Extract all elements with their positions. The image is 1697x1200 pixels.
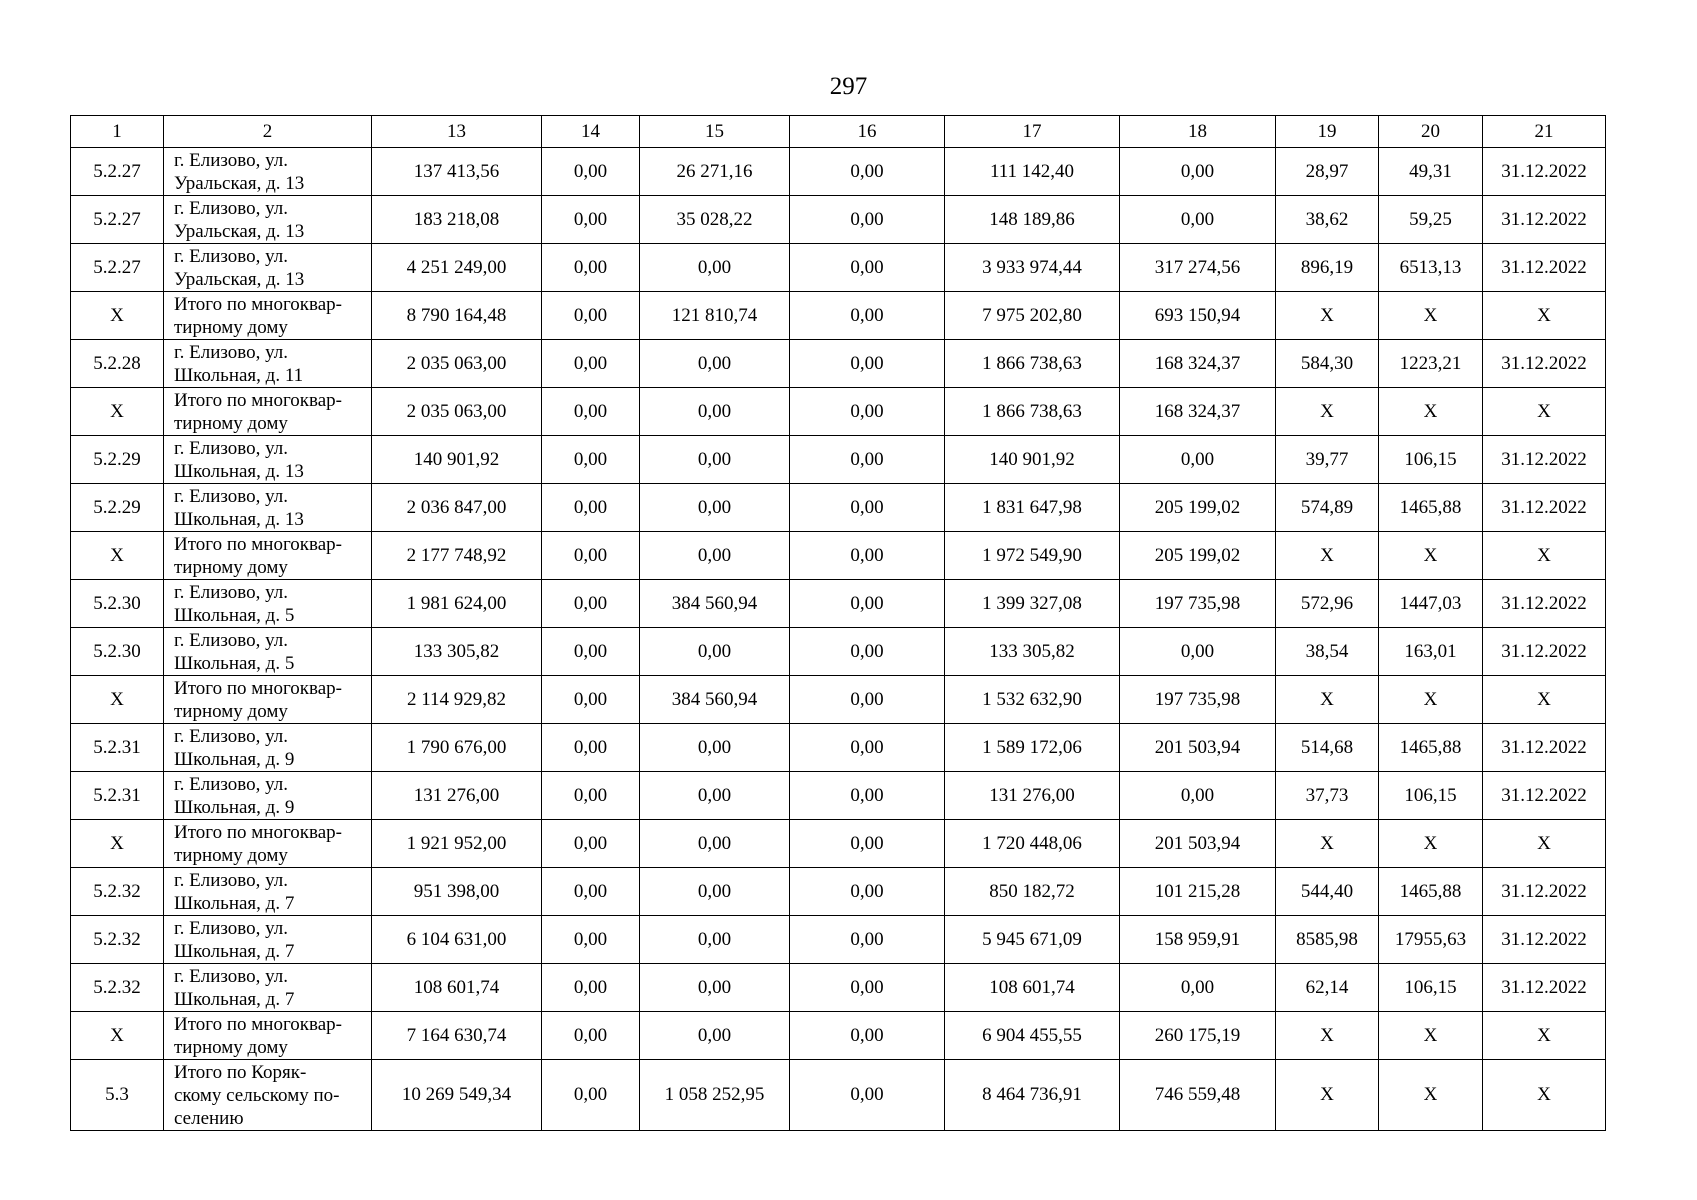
cell-c15: 0,00: [640, 628, 790, 676]
cell-c18: 201 503,94: [1120, 820, 1276, 868]
cell-c17: 6 904 455,55: [945, 1012, 1120, 1060]
cell-c18: 693 150,94: [1120, 292, 1276, 340]
cell-c15: 0,00: [640, 244, 790, 292]
column-header: 20: [1379, 116, 1483, 148]
cell-c18: 0,00: [1120, 436, 1276, 484]
cell-c16: 0,00: [790, 628, 945, 676]
cell-c13: 7 164 630,74: [372, 1012, 542, 1060]
cell-c20: X: [1379, 292, 1483, 340]
cell-c17: 1 399 327,08: [945, 580, 1120, 628]
column-header: 14: [542, 116, 640, 148]
address-cell: [164, 628, 372, 676]
address-line: Итого по многоквар-: [174, 1013, 342, 1035]
cell-c17: 140 901,92: [945, 436, 1120, 484]
column-header: 19: [1276, 116, 1379, 148]
address-line: селению: [174, 1107, 244, 1129]
cell-c16: 0,00: [790, 1012, 945, 1060]
cell-c19: X: [1276, 820, 1379, 868]
cell-c19: 896,19: [1276, 244, 1379, 292]
cell-c17: 148 189,86: [945, 196, 1120, 244]
table-row: [71, 1060, 1606, 1131]
table-row: [71, 772, 1606, 820]
address-cell: [164, 148, 372, 196]
table-row: [71, 868, 1606, 916]
cell-c15: 0,00: [640, 1012, 790, 1060]
cell-c17: 1 720 448,06: [945, 820, 1120, 868]
cell-c13: 133 305,82: [372, 628, 542, 676]
cell-c18: 0,00: [1120, 964, 1276, 1012]
address-line: г. Елизово, ул.: [174, 965, 289, 987]
cell-c1: 5.2.27: [71, 148, 164, 196]
cell-c21: 31.12.2022: [1483, 484, 1606, 532]
cell-c17: 133 305,82: [945, 628, 1120, 676]
cell-c20: X: [1379, 1060, 1483, 1131]
table-row: [71, 628, 1606, 676]
column-header: 1: [71, 116, 164, 148]
cell-c21: 31.12.2022: [1483, 148, 1606, 196]
cell-c19: 514,68: [1276, 724, 1379, 772]
cell-c14: 0,00: [542, 1060, 640, 1131]
cell-c19: 38,54: [1276, 628, 1379, 676]
cell-c14: 0,00: [542, 532, 640, 580]
cell-c17: 1 866 738,63: [945, 388, 1120, 436]
address-line: тирному дому: [174, 844, 288, 866]
cell-c21: X: [1483, 388, 1606, 436]
address-line: г. Елизово, ул.: [174, 341, 289, 363]
address-cell: [164, 436, 372, 484]
table-row: [71, 1012, 1606, 1060]
table-row: [71, 964, 1606, 1012]
cell-c21: 31.12.2022: [1483, 580, 1606, 628]
cell-c20: 59,25: [1379, 196, 1483, 244]
cell-c18: 101 215,28: [1120, 868, 1276, 916]
address-line: Школьная, д. 5: [174, 652, 295, 674]
cell-c13: 2 177 748,92: [372, 532, 542, 580]
cell-c19: 28,97: [1276, 148, 1379, 196]
cell-c20: 1465,88: [1379, 484, 1483, 532]
cell-c1: X: [71, 292, 164, 340]
cell-c21: 31.12.2022: [1483, 340, 1606, 388]
column-header: 16: [790, 116, 945, 148]
address-line: тирному дому: [174, 316, 288, 338]
column-header: 15: [640, 116, 790, 148]
cell-c15: 121 810,74: [640, 292, 790, 340]
address-line: Школьная, д. 11: [174, 364, 304, 386]
cell-c19: 39,77: [1276, 436, 1379, 484]
cell-c1: 5.2.30: [71, 628, 164, 676]
cell-c17: 1 866 738,63: [945, 340, 1120, 388]
cell-c20: X: [1379, 1012, 1483, 1060]
cell-c20: 1223,21: [1379, 340, 1483, 388]
cell-c17: 1 532 632,90: [945, 676, 1120, 724]
address-line: Школьная, д. 5: [174, 604, 295, 626]
address-line: Школьная, д. 9: [174, 748, 295, 770]
cell-c20: 1465,88: [1379, 868, 1483, 916]
address-cell: [164, 196, 372, 244]
cell-c1: 5.2.31: [71, 724, 164, 772]
cell-c19: 38,62: [1276, 196, 1379, 244]
cell-c13: 8 790 164,48: [372, 292, 542, 340]
cell-c19: X: [1276, 292, 1379, 340]
cell-c21: X: [1483, 676, 1606, 724]
cell-c17: 3 933 974,44: [945, 244, 1120, 292]
address-line: Школьная, д. 13: [174, 508, 304, 530]
cell-c20: X: [1379, 676, 1483, 724]
address-line: Итого по многоквар-: [174, 293, 342, 315]
table-body: [71, 148, 1606, 1131]
cell-c14: 0,00: [542, 580, 640, 628]
cell-c18: 0,00: [1120, 196, 1276, 244]
address-cell: [164, 244, 372, 292]
cell-c21: X: [1483, 820, 1606, 868]
cell-c14: 0,00: [542, 484, 640, 532]
cell-c14: 0,00: [542, 388, 640, 436]
cell-c1: X: [71, 532, 164, 580]
cell-c13: 1 790 676,00: [372, 724, 542, 772]
address-line: Итого по многоквар-: [174, 821, 342, 843]
cell-c13: 137 413,56: [372, 148, 542, 196]
cell-c14: 0,00: [542, 964, 640, 1012]
cell-c1: X: [71, 1012, 164, 1060]
cell-c14: 0,00: [542, 820, 640, 868]
cell-c1: 5.2.32: [71, 868, 164, 916]
cell-c13: 140 901,92: [372, 436, 542, 484]
cell-c16: 0,00: [790, 148, 945, 196]
address-line: Школьная, д. 9: [174, 796, 295, 818]
cell-c15: 1 058 252,95: [640, 1060, 790, 1131]
cell-c13: 10 269 549,34: [372, 1060, 542, 1131]
cell-c15: 0,00: [640, 724, 790, 772]
address-line: тирному дому: [174, 556, 288, 578]
address-line: г. Елизово, ул.: [174, 437, 289, 459]
page-number: 297: [829, 73, 868, 100]
cell-c16: 0,00: [790, 1060, 945, 1131]
address-line: Итого по многоквар-: [174, 533, 342, 555]
cell-c18: 168 324,37: [1120, 388, 1276, 436]
cell-c20: X: [1379, 388, 1483, 436]
cell-c16: 0,00: [790, 580, 945, 628]
cell-c13: 951 398,00: [372, 868, 542, 916]
table-row: [71, 484, 1606, 532]
cell-c20: X: [1379, 532, 1483, 580]
cell-c15: 0,00: [640, 820, 790, 868]
address-line: тирному дому: [174, 700, 288, 722]
cell-c18: 201 503,94: [1120, 724, 1276, 772]
cell-c19: 8585,98: [1276, 916, 1379, 964]
cell-c13: 4 251 249,00: [372, 244, 542, 292]
cell-c15: 26 271,16: [640, 148, 790, 196]
cell-c1: 5.2.29: [71, 484, 164, 532]
address-line: скому сельскому по-: [174, 1084, 340, 1106]
cell-c13: 108 601,74: [372, 964, 542, 1012]
cell-c20: 1447,03: [1379, 580, 1483, 628]
cell-c1: 5.2.32: [71, 916, 164, 964]
cell-c1: X: [71, 388, 164, 436]
address-line: г. Елизово, ул.: [174, 629, 289, 651]
address-line: г. Елизово, ул.: [174, 773, 289, 795]
cell-c17: 1 831 647,98: [945, 484, 1120, 532]
address-line: г. Елизово, ул.: [174, 245, 289, 267]
cell-c14: 0,00: [542, 244, 640, 292]
cell-c21: 31.12.2022: [1483, 964, 1606, 1012]
cell-c14: 0,00: [542, 916, 640, 964]
address-line: Итого по многоквар-: [174, 389, 342, 411]
address-cell: [164, 820, 372, 868]
cell-c17: 1 972 549,90: [945, 532, 1120, 580]
cell-c17: 1 589 172,06: [945, 724, 1120, 772]
header-row: [71, 116, 1606, 148]
cell-c18: 317 274,56: [1120, 244, 1276, 292]
table-row: [71, 820, 1606, 868]
cell-c21: 31.12.2022: [1483, 868, 1606, 916]
cell-c21: 31.12.2022: [1483, 724, 1606, 772]
cell-c16: 0,00: [790, 724, 945, 772]
cell-c19: 544,40: [1276, 868, 1379, 916]
cell-c1: 5.2.27: [71, 244, 164, 292]
cell-c16: 0,00: [790, 532, 945, 580]
cell-c18: 205 199,02: [1120, 532, 1276, 580]
cell-c19: X: [1276, 676, 1379, 724]
address-cell: [164, 916, 372, 964]
cell-c19: 62,14: [1276, 964, 1379, 1012]
address-line: г. Елизово, ул.: [174, 581, 289, 603]
cell-c20: 163,01: [1379, 628, 1483, 676]
cell-c13: 1 981 624,00: [372, 580, 542, 628]
column-header: 2: [164, 116, 372, 148]
address-cell: [164, 964, 372, 1012]
cell-c20: 17955,63: [1379, 916, 1483, 964]
cell-c18: 260 175,19: [1120, 1012, 1276, 1060]
cell-c18: 0,00: [1120, 772, 1276, 820]
address-cell: [164, 388, 372, 436]
cell-c15: 0,00: [640, 532, 790, 580]
cell-c16: 0,00: [790, 868, 945, 916]
cell-c17: 111 142,40: [945, 148, 1120, 196]
cell-c19: X: [1276, 1012, 1379, 1060]
cell-c17: 7 975 202,80: [945, 292, 1120, 340]
address-cell: [164, 580, 372, 628]
address-cell: [164, 868, 372, 916]
cell-c21: 31.12.2022: [1483, 244, 1606, 292]
address-line: Школьная, д. 13: [174, 460, 304, 482]
cell-c15: 0,00: [640, 964, 790, 1012]
cell-c15: 0,00: [640, 916, 790, 964]
table-row: [71, 532, 1606, 580]
table-row: [71, 388, 1606, 436]
column-header: 13: [372, 116, 542, 148]
column-header: 18: [1120, 116, 1276, 148]
cell-c21: X: [1483, 1012, 1606, 1060]
cell-c14: 0,00: [542, 436, 640, 484]
cell-c16: 0,00: [790, 244, 945, 292]
address-line: тирному дому: [174, 412, 288, 434]
cell-c1: 5.2.32: [71, 964, 164, 1012]
cell-c21: 31.12.2022: [1483, 772, 1606, 820]
table-row: [71, 244, 1606, 292]
cell-c13: 131 276,00: [372, 772, 542, 820]
cell-c20: 49,31: [1379, 148, 1483, 196]
cell-c21: 31.12.2022: [1483, 196, 1606, 244]
column-header: 21: [1483, 116, 1606, 148]
address-cell: [164, 772, 372, 820]
table-row: [71, 676, 1606, 724]
cell-c1: 5.2.28: [71, 340, 164, 388]
table-row: [71, 724, 1606, 772]
cell-c16: 0,00: [790, 292, 945, 340]
cell-c15: 384 560,94: [640, 676, 790, 724]
cell-c16: 0,00: [790, 388, 945, 436]
cell-c16: 0,00: [790, 484, 945, 532]
address-line: г. Елизово, ул.: [174, 197, 289, 219]
data-table: [70, 115, 1606, 1131]
cell-c14: 0,00: [542, 196, 640, 244]
cell-c15: 384 560,94: [640, 580, 790, 628]
address-line: г. Елизово, ул.: [174, 917, 289, 939]
address-cell: [164, 532, 372, 580]
table-row: [71, 580, 1606, 628]
address-line: Итого по Коряк-: [174, 1061, 307, 1083]
cell-c21: 31.12.2022: [1483, 436, 1606, 484]
cell-c1: 5.2.31: [71, 772, 164, 820]
cell-c14: 0,00: [542, 340, 640, 388]
address-cell: [164, 724, 372, 772]
cell-c18: 205 199,02: [1120, 484, 1276, 532]
cell-c17: 850 182,72: [945, 868, 1120, 916]
cell-c21: 31.12.2022: [1483, 916, 1606, 964]
cell-c20: 6513,13: [1379, 244, 1483, 292]
cell-c17: 5 945 671,09: [945, 916, 1120, 964]
cell-c15: 35 028,22: [640, 196, 790, 244]
cell-c15: 0,00: [640, 484, 790, 532]
cell-c13: 2 114 929,82: [372, 676, 542, 724]
cell-c20: 1465,88: [1379, 724, 1483, 772]
cell-c1: 5.2.30: [71, 580, 164, 628]
cell-c20: 106,15: [1379, 436, 1483, 484]
cell-c1: 5.2.27: [71, 196, 164, 244]
cell-c18: 158 959,91: [1120, 916, 1276, 964]
address-line: Школьная, д. 7: [174, 988, 295, 1010]
cell-c16: 0,00: [790, 436, 945, 484]
address-cell: [164, 1012, 372, 1060]
cell-c16: 0,00: [790, 916, 945, 964]
cell-c1: X: [71, 820, 164, 868]
address-cell: [164, 340, 372, 388]
cell-c19: 574,89: [1276, 484, 1379, 532]
cell-c19: X: [1276, 1060, 1379, 1131]
cell-c1: 5.3: [71, 1060, 164, 1131]
cell-c15: 0,00: [640, 772, 790, 820]
address-line: Итого по многоквар-: [174, 677, 342, 699]
address-cell: [164, 484, 372, 532]
column-header: 17: [945, 116, 1120, 148]
cell-c13: 183 218,08: [372, 196, 542, 244]
cell-c14: 0,00: [542, 868, 640, 916]
address-cell: [164, 292, 372, 340]
cell-c13: 1 921 952,00: [372, 820, 542, 868]
cell-c19: 584,30: [1276, 340, 1379, 388]
cell-c14: 0,00: [542, 1012, 640, 1060]
cell-c16: 0,00: [790, 772, 945, 820]
cell-c14: 0,00: [542, 628, 640, 676]
cell-c19: 37,73: [1276, 772, 1379, 820]
cell-c16: 0,00: [790, 964, 945, 1012]
cell-c15: 0,00: [640, 340, 790, 388]
cell-c17: 131 276,00: [945, 772, 1120, 820]
address-cell: [164, 676, 372, 724]
cell-c21: X: [1483, 532, 1606, 580]
cell-c14: 0,00: [542, 292, 640, 340]
address-line: Уральская, д. 13: [174, 220, 305, 242]
cell-c21: X: [1483, 1060, 1606, 1131]
cell-c16: 0,00: [790, 340, 945, 388]
cell-c21: X: [1483, 292, 1606, 340]
cell-c13: 2 036 847,00: [372, 484, 542, 532]
table-row: [71, 196, 1606, 244]
address-line: Уральская, д. 13: [174, 268, 305, 290]
cell-c19: X: [1276, 388, 1379, 436]
table-row: [71, 916, 1606, 964]
cell-c18: 168 324,37: [1120, 340, 1276, 388]
cell-c19: 572,96: [1276, 580, 1379, 628]
address-line: тирному дому: [174, 1036, 288, 1058]
cell-c14: 0,00: [542, 724, 640, 772]
cell-c16: 0,00: [790, 820, 945, 868]
cell-c20: 106,15: [1379, 772, 1483, 820]
cell-c21: 31.12.2022: [1483, 628, 1606, 676]
cell-c18: 0,00: [1120, 628, 1276, 676]
cell-c14: 0,00: [542, 676, 640, 724]
address-cell: [164, 1060, 372, 1131]
cell-c18: 746 559,48: [1120, 1060, 1276, 1131]
cell-c17: 108 601,74: [945, 964, 1120, 1012]
cell-c15: 0,00: [640, 388, 790, 436]
address-line: Школьная, д. 7: [174, 940, 295, 962]
table-row: [71, 148, 1606, 196]
cell-c15: 0,00: [640, 868, 790, 916]
cell-c16: 0,00: [790, 196, 945, 244]
cell-c15: 0,00: [640, 436, 790, 484]
cell-c13: 2 035 063,00: [372, 340, 542, 388]
cell-c14: 0,00: [542, 148, 640, 196]
cell-c19: X: [1276, 532, 1379, 580]
cell-c18: 197 735,98: [1120, 580, 1276, 628]
address-line: г. Елизово, ул.: [174, 869, 289, 891]
address-line: г. Елизово, ул.: [174, 149, 289, 171]
cell-c16: 0,00: [790, 676, 945, 724]
address-line: Школьная, д. 7: [174, 892, 295, 914]
cell-c18: 197 735,98: [1120, 676, 1276, 724]
cell-c18: 0,00: [1120, 148, 1276, 196]
cell-c20: 106,15: [1379, 964, 1483, 1012]
cell-c17: 8 464 736,91: [945, 1060, 1120, 1131]
table-row: [71, 292, 1606, 340]
cell-c13: 6 104 631,00: [372, 916, 542, 964]
cell-c14: 0,00: [542, 772, 640, 820]
table-row: [71, 340, 1606, 388]
cell-c20: X: [1379, 820, 1483, 868]
address-line: г. Елизово, ул.: [174, 725, 289, 747]
address-line: г. Елизово, ул.: [174, 485, 289, 507]
cell-c1: 5.2.29: [71, 436, 164, 484]
cell-c1: X: [71, 676, 164, 724]
address-line: Уральская, д. 13: [174, 172, 305, 194]
cell-c13: 2 035 063,00: [372, 388, 542, 436]
table-row: [71, 436, 1606, 484]
